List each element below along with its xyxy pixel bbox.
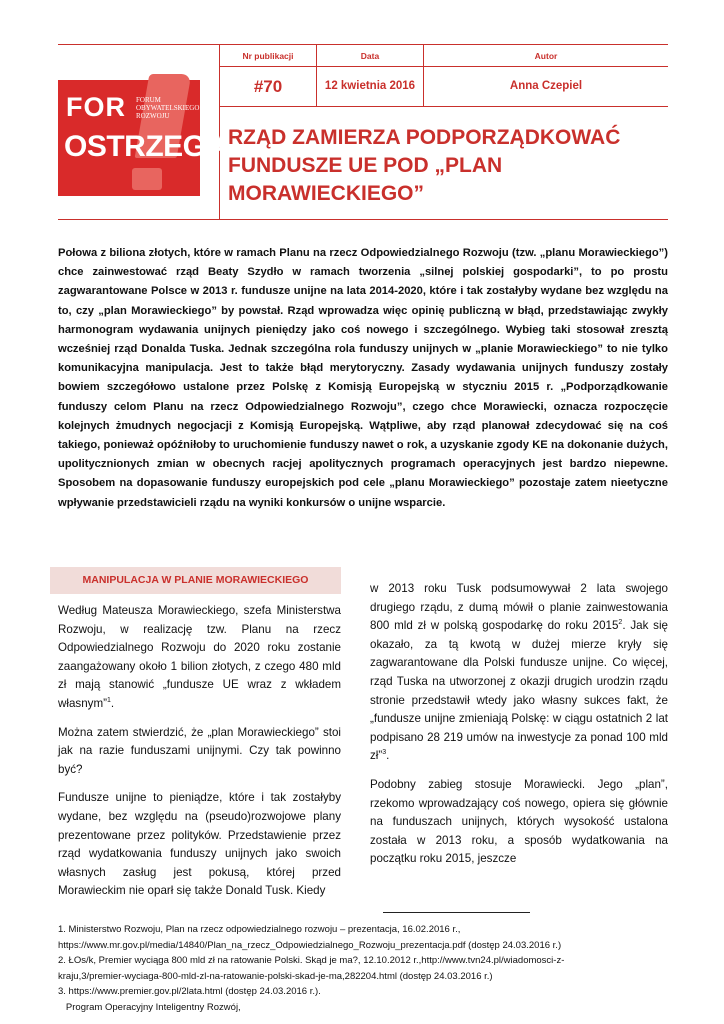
- footnote-line[interactable]: 3. https://www.premier.gov.pl/2lata.html (dostęp 24.03.2016 r.).: [58, 986, 321, 998]
- right-p1a-text: w 2013 roku Tusk podsumowywał 2 lata swojego drugiego rządu, z dumą mówił o planie zainwestowania 800 mld zł w polską gospodarkę do roku 2015: [370, 582, 668, 633]
- footnotes: [58, 922, 678, 1016]
- header-top-rule: [58, 44, 668, 45]
- footnote-ref-1[interactable]: 1: [106, 697, 111, 705]
- logo-for-text: FOR: [66, 92, 126, 122]
- right-p1b-end: .: [386, 749, 390, 763]
- label-data: Data: [360, 51, 380, 61]
- label-autor: Autor: [534, 51, 558, 61]
- right-p1b-text: . Jak się okazało, za tą kwotą w dużej mierze kryły się zagwarantowane dla Polski fundusze unijne. Co więcej, rząd Tuska na utworzonej z okazji drugich urodzin rządu stronie przedstawił wtedy jako własny sukces fakt, że „fundusze unijne zmieniają Polskę: w ciągu ostatnich 2 lat podpisano 28 219 umów na inwestycje za ponad 100 mld zł”: [370, 619, 668, 763]
- left-paragraph-3: Fundusze unijne to pieniądze, które i tak zostałyby wydane, bez względu na (pseudo)rozwojowe plany prezentowane przez polityków. Przedstawienie przez rząd wydatkowania funduszy unijnych jako swoich własnych zasług jest pokusą, której przed Morawieckim nie oparł się także Donald Tusk. Kiedy: [58, 791, 341, 898]
- label-nr-publikacji: Nr publikacji: [242, 51, 294, 61]
- left-paragraph-1: [58, 602, 341, 714]
- header-row-rule: [220, 106, 668, 107]
- logo-exclamation-dot: [132, 168, 162, 190]
- right-paragraph-2: Podobny zabieg stosuje Morawiecki. Jego „plan”, rzekomo wprowadzający coś nowego, opiera się głównie na funduszach unijnych, których wysokość ustalona została w 2013 roku, a sposób wydatkowania na początku roku 2015, jeszcze: [370, 777, 668, 866]
- left-paragraph-2: Można zatem stwierdzić, że „plan Morawieckiego” stoi jak na razie funduszami unijnymi. Czy tak powinno być?: [58, 725, 341, 776]
- footnote-line: 1. Ministerstwo Rozwoju, Plan na rzecz odpowiedzialnego rozwoju – prezentacja, 16.02.2016 r.,: [58, 924, 461, 935]
- publication-number: #70: [253, 77, 283, 96]
- header-mid-rule: [220, 66, 668, 67]
- footnote-separator: [383, 912, 530, 913]
- footnote-line: Program Operacyjny Inteligentny Rozwój,: [58, 1001, 241, 1013]
- footnote-ref-2[interactable]: 2: [618, 619, 623, 627]
- logo-ostrzega-text: OSTRZEGA: [64, 130, 227, 163]
- right-paragraph-1: [370, 580, 668, 766]
- for-ostrzega-logo: [58, 80, 227, 196]
- lead-paragraph: Połowa z biliona złotych, które w ramach Planu na rzecz Odpowiedzialnego Rozwoju (tzw. „planu Morawieckiego”) chce zainwestować rząd Beaty Szydło w ramach tworzenia „silnej polskiej gospodarki”, to po prostu zagwarantowane Polsce w 2013 r. fundusze unijne na lata 2014-2020, które i tak zostałyby wydane bez względu na to, czy „plan Morawieckiego” by powstał. Rząd wprowadza więc opinię publiczną w błąd, przedstawiając zwykły harmonogram wydawania unijnych pieniędzy jako coś nowego i szczególnego. Wybieg taki stosował zresztą wcześniej rząd Donalda Tuska. Jednak szczególna rola funduszy unijnych w „planie Morawieckiego” to nie tylko komunikacyjna manipulacja. Jest to także błąd merytoryczny. Zasady wydawania unijnych funduszy zostały bowiem szczegółowo ustalone przez Polskę z Komisją Europejską w styczniu 2015 r. „Podporządkowanie funduszy celom Planu na rzecz Odpowiedzialnego Rozwoju”, czego chce Morawiecki, oznacza rozpoczęcie kolejnych żmudnych negocjacji z Komisją Europejską. Wątpliwe, aby rząd planował zdecydować się na coś takiego, ponieważ opóźniłoby to uruchomienie funduszy nawet o rok, a uzyskanie zgody KE na dokonanie dużych, upolitycznionych zmian w obecnych racjej apolitycznych programach operacyjnych jest bardzo niepewne. Sposobem na dopasowanie funduszy europejskich pod cele „planu Morawieckiego” pozostaje zatem nieetyczne wpływanie przedstawicieli rządu na wyniki konkursów o unijne wsparcie.: [58, 247, 668, 509]
- page-title: RZĄD ZAMIERZA PODPORZĄDKOWAĆ FUNDUSZE UE POD „PLAN MORAWIECKIEGO”: [228, 126, 621, 205]
- left-column: [58, 602, 341, 911]
- right-column: [370, 580, 668, 879]
- footnote-line[interactable]: https://www.mr.gov.pl/media/14840/Plan_na_rzecz_Odpowiedzialnego_Rozwoju_prezentacja.pdf (dostęp 24.03.2016 r.): [58, 939, 562, 951]
- logo-forum-line-3: ROZWOJU: [136, 112, 170, 120]
- section-header: [50, 567, 341, 594]
- logo-forum-line-1: FORUM: [136, 96, 161, 104]
- logo-forum-line-2: OBYWATELSKIEGO: [136, 104, 200, 112]
- left-p1-end: .: [110, 696, 115, 710]
- publication-author: Anna Czepiel: [509, 80, 583, 92]
- left-p1-text: Według Mateusza Morawieckiego, szefa Ministerstwa Rozwoju, w realizację tzw. Planu na rzecz Odpowiedzialnego Rozwoju do 2020 roku zostanie zaangażowany około 1 bilion złotych, z czego 480 mld zł mają stanowić „fundusze UE wraz z wkładem własnym”: [58, 604, 341, 710]
- footnote-ref-3[interactable]: 3: [382, 749, 387, 757]
- footnote-line[interactable]: kraju,3/premier-wyciaga-800-mld-zl-na-ratowanie-polski-skad-je-ma,282204.html (dostęp 24.03.2016 r.): [58, 970, 493, 982]
- logo-forum-text: [136, 96, 199, 120]
- section-title: MANIPULACJA W PLANIE MORAWIECKIEGO: [82, 574, 309, 586]
- footnote-line[interactable]: 2. ŁOs/k, Premier wyciąga 800 mld zł na ratowanie Polski. Skąd je ma?, 12.10.2012 r.,http://www.tvn24.pl/wiadomosci-z-: [58, 955, 565, 967]
- header-bottom-rule: [58, 219, 668, 220]
- publication-date: 12 kwietnia 2016: [324, 80, 416, 92]
